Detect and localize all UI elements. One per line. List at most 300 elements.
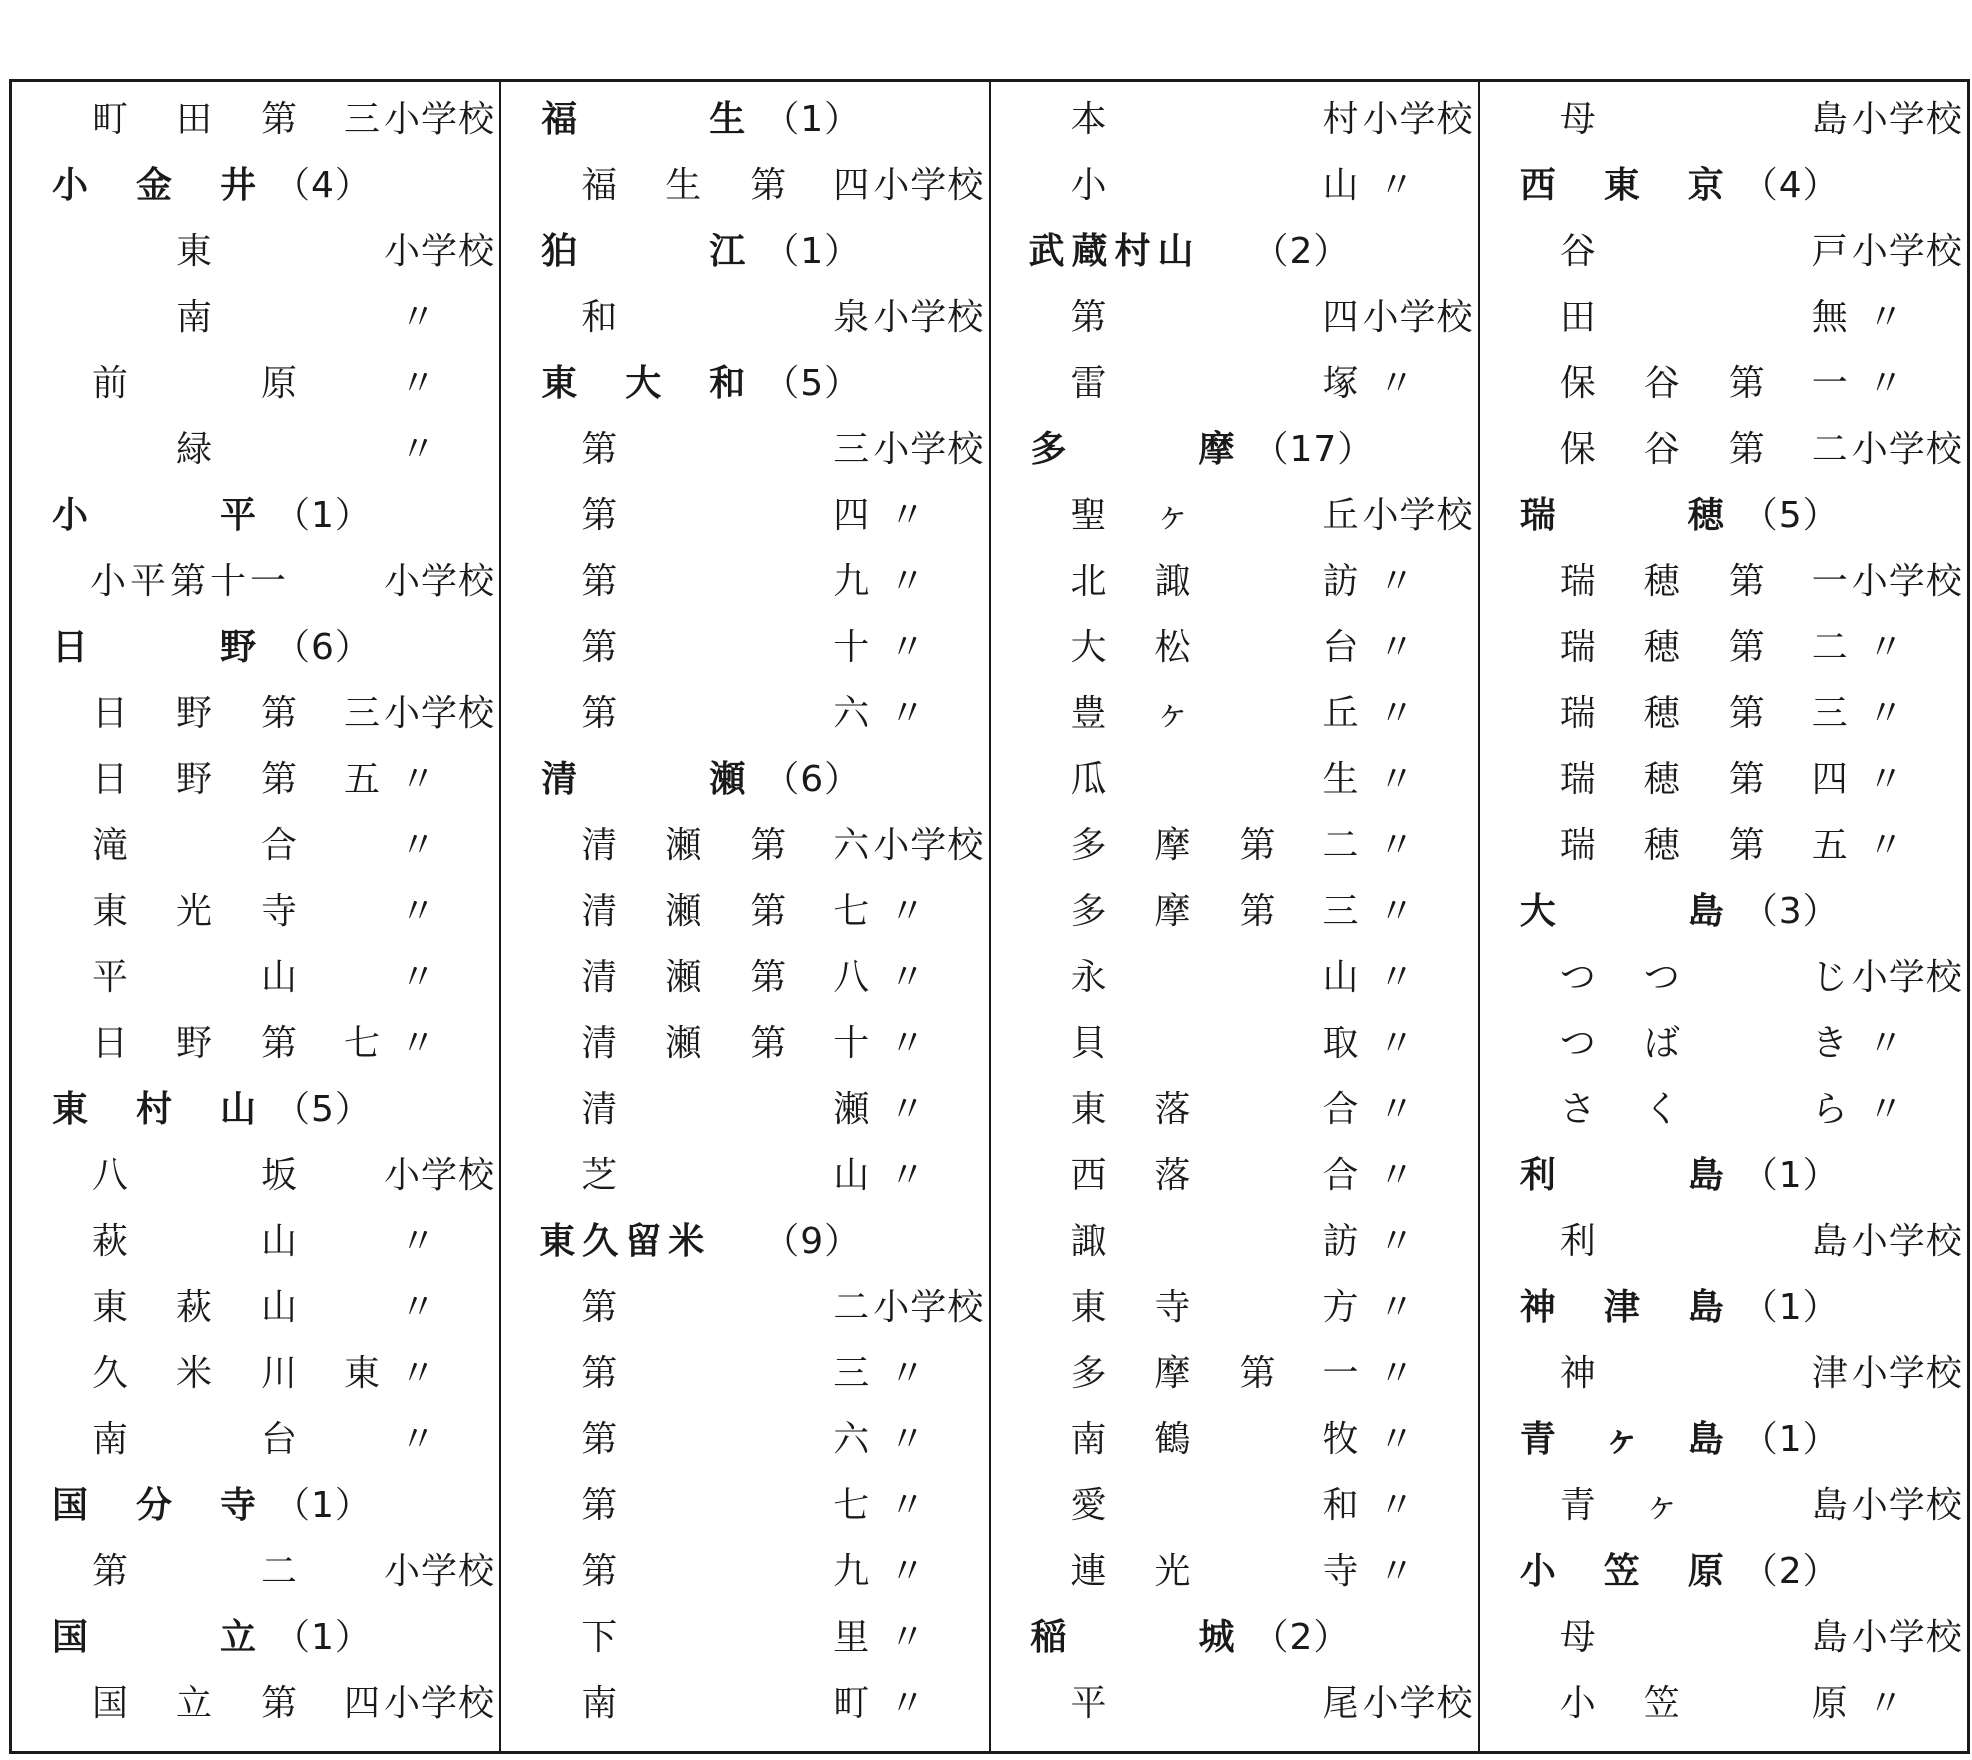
school-entry: [1480, 285, 1967, 351]
school-name-char: 瓜: [1070, 759, 1107, 800]
school-name-char: 十: [833, 627, 870, 668]
district-name-char: 分: [135, 1485, 172, 1526]
school-name-char: 第: [1728, 693, 1765, 734]
district-heading: [501, 87, 988, 153]
school-name-char: 二: [260, 1551, 297, 1592]
school-name-char: 山: [833, 1155, 870, 1196]
school-entry: [12, 747, 499, 813]
school-entry: [991, 1077, 1478, 1143]
school-name-char: 立: [175, 1683, 212, 1724]
district-name-char: 神: [1519, 1287, 1556, 1328]
district-name: 東久留米: [539, 1221, 712, 1262]
school-entry: [501, 1539, 988, 1605]
district-name-char: 小: [51, 165, 88, 206]
school-name-char: 清: [581, 1023, 618, 1064]
school-name-char: 利: [1559, 1221, 1596, 1262]
ditto-mark: 〃: [889, 1551, 927, 1592]
district-name-char: 笠: [1603, 1551, 1640, 1592]
school-name-char: 田: [175, 99, 212, 140]
school-entry: [12, 945, 499, 1011]
school-count: （1）: [274, 1617, 372, 1658]
district-heading: [1480, 483, 1967, 549]
school-count: （1）: [1741, 1155, 1840, 1196]
school-name-char: 母: [1559, 99, 1596, 140]
school-name-char: 寺: [1322, 1551, 1359, 1592]
school-entry: [1480, 945, 1967, 1011]
school-name-char: 寺: [1154, 1287, 1191, 1328]
school-name-char: 笠: [1643, 1683, 1680, 1724]
school-name-char: 合: [260, 825, 297, 866]
ditto-mark: 〃: [400, 1419, 438, 1460]
school-name-char: 第: [581, 627, 618, 668]
school-name-char: 北: [1070, 561, 1107, 602]
school-name-char: 福: [581, 165, 618, 206]
school-count: （6）: [274, 627, 372, 668]
school-entry: [12, 1209, 499, 1275]
column-3: [991, 82, 1480, 1751]
district-name-char: 東: [1603, 165, 1640, 206]
school-name-char: く: [1643, 1089, 1680, 1130]
ditto-mark: 〃: [400, 363, 438, 404]
school-name-char: 第: [1728, 363, 1765, 404]
ditto-mark: 〃: [1378, 1485, 1416, 1526]
school-name-char: 西: [1070, 1155, 1107, 1196]
school-name-char: 瀬: [665, 891, 702, 932]
school-entry: [12, 1341, 499, 1407]
school-name-char: 前: [91, 363, 128, 404]
ditto-mark: 〃: [1378, 1287, 1416, 1328]
district-name-char: 青: [1519, 1419, 1556, 1460]
ditto-mark: 〃: [889, 1353, 927, 1394]
school-entry: [12, 417, 499, 483]
school-name-char: 山: [1322, 957, 1359, 998]
school-name-char: 第: [1239, 891, 1276, 932]
school-name-char: 摩: [1154, 1353, 1191, 1394]
school-name-char: 台: [1322, 627, 1359, 668]
ditto-mark: 〃: [400, 1287, 438, 1328]
school-name-char: じ: [1811, 957, 1848, 998]
school-count: （3）: [1741, 891, 1840, 932]
school-name-char: 三: [343, 693, 380, 734]
school-name-char: 谷: [1643, 363, 1680, 404]
ditto-mark: 〃: [1867, 1023, 1905, 1064]
school-suffix: 小学校: [384, 231, 496, 272]
school-count: （2）: [1252, 231, 1351, 272]
school-name-char: 第: [260, 759, 297, 800]
school-name-char: 丘: [1322, 495, 1359, 536]
school-entry: [991, 549, 1478, 615]
school-name-char: 五: [1811, 825, 1848, 866]
school-name-char: 野: [175, 1023, 212, 1064]
school-name-char: 二: [1811, 627, 1848, 668]
ditto-mark: 〃: [400, 759, 438, 800]
school-name-char: 穂: [1643, 693, 1680, 734]
school-entry: [12, 681, 499, 747]
school-entry: [501, 1473, 988, 1539]
district-name-char: 島: [1687, 1419, 1724, 1460]
district-name-char: 穂: [1687, 495, 1724, 536]
district-name-char: 利: [1519, 1155, 1556, 1196]
district-name-char: 小: [51, 495, 88, 536]
school-entry: [1480, 1341, 1967, 1407]
district-name-char: 城: [1198, 1617, 1235, 1658]
district-name-char: 東: [541, 363, 578, 404]
school-entry: [12, 1143, 499, 1209]
school-entry: [12, 1011, 499, 1077]
school-name-char: 島: [1811, 1221, 1848, 1262]
school-name-char: 平: [1070, 1683, 1107, 1724]
school-name-char: 和: [1322, 1485, 1359, 1526]
school-entry: [991, 1341, 1478, 1407]
school-entry: [991, 1671, 1478, 1737]
school-name-char: 本: [1070, 99, 1107, 140]
school-name-char: 村: [1322, 99, 1359, 140]
school-name-char: 瑞: [1559, 627, 1596, 668]
school-name-char: 聖: [1070, 495, 1107, 536]
school-suffix: 小学校: [384, 99, 496, 140]
school-entry: [501, 549, 988, 615]
district-name-char: 清: [541, 759, 578, 800]
school-name-char: 第: [1070, 297, 1107, 338]
school-name-char: 瑞: [1559, 759, 1596, 800]
ditto-mark: 〃: [889, 627, 927, 668]
district-name-char: 野: [219, 627, 256, 668]
school-name-char: 第: [581, 1419, 618, 1460]
school-name-char: 穂: [1643, 561, 1680, 602]
school-name-char: 豊: [1070, 693, 1107, 734]
ditto-mark: 〃: [1867, 1089, 1905, 1130]
ditto-mark: 〃: [1378, 957, 1416, 998]
school-count: （5）: [1741, 495, 1840, 536]
school-name-char: 訪: [1322, 561, 1359, 602]
school-entry: [12, 285, 499, 351]
ditto-mark: 〃: [889, 1683, 927, 1724]
school-entry: [501, 1077, 988, 1143]
district-name-char: 福: [541, 99, 578, 140]
school-name-char: 緑: [175, 429, 212, 470]
district-name-char: 国: [51, 1617, 88, 1658]
school-name-char: 九: [833, 561, 870, 602]
school-entry: [1480, 1209, 1967, 1275]
school-name-char: 三: [1811, 693, 1848, 734]
school-name-char: 穂: [1643, 759, 1680, 800]
school-name-char: 野: [175, 693, 212, 734]
district-heading: [12, 1473, 499, 1539]
school-entry: [501, 1605, 988, 1671]
school-name-char: 第: [581, 495, 618, 536]
school-suffix: 小学校: [384, 1551, 496, 1592]
school-name-char: 生: [665, 165, 702, 206]
school-suffix: 小学校: [384, 693, 496, 734]
district-heading: [12, 153, 499, 219]
school-entry: [12, 879, 499, 945]
district-heading: [12, 1077, 499, 1143]
school-name-char: 諏: [1154, 561, 1191, 602]
school-name-char: 七: [833, 1485, 870, 1526]
school-name-char: 日: [91, 1023, 128, 1064]
school-entry: [991, 681, 1478, 747]
district-name-char: 平: [219, 495, 256, 536]
school-name-char: 萩: [175, 1287, 212, 1328]
school-entry: [991, 153, 1478, 219]
ditto-mark: 〃: [1378, 693, 1416, 734]
ditto-mark: 〃: [889, 1155, 927, 1196]
school-name-char: つ: [1559, 1023, 1596, 1064]
ditto-mark: 〃: [1378, 363, 1416, 404]
ditto-mark: 〃: [1378, 759, 1416, 800]
school-name-char: 瑞: [1559, 693, 1596, 734]
district-name-char: 摩: [1198, 429, 1235, 470]
school-name-char: 南: [581, 1683, 618, 1724]
school-name-char: 方: [1322, 1287, 1359, 1328]
ditto-mark: 〃: [889, 561, 927, 602]
district-heading: [1480, 153, 1967, 219]
district-heading: [501, 747, 988, 813]
school-name-char: 第: [750, 957, 787, 998]
school-count: （1）: [763, 99, 862, 140]
school-count: （9）: [763, 1221, 862, 1262]
school-name-char: 二: [1322, 825, 1359, 866]
ditto-mark: 〃: [1867, 297, 1905, 338]
district-name-char: 金: [135, 165, 172, 206]
school-name-char: 尾: [1322, 1683, 1359, 1724]
school-name-char: 雷: [1070, 363, 1107, 404]
school-name-char: 第: [1728, 561, 1765, 602]
school-suffix: 小学校: [873, 297, 985, 338]
school-name-char: 瑞: [1559, 825, 1596, 866]
school-name-char: 丘: [1322, 693, 1359, 734]
school-name-char: 第: [581, 1287, 618, 1328]
school-name-char: 多: [1070, 825, 1107, 866]
ditto-mark: 〃: [1378, 1155, 1416, 1196]
school-name-char: 芝: [581, 1155, 618, 1196]
district-heading: [501, 219, 988, 285]
school-name-char: 第: [750, 1023, 787, 1064]
school-name-char: 原: [1811, 1683, 1848, 1724]
school-name-char: 南: [91, 1419, 128, 1460]
district-heading: [991, 1605, 1478, 1671]
school-name-char: 三: [343, 99, 380, 140]
school-suffix: 小学校: [1851, 957, 1963, 998]
district-heading: [991, 417, 1478, 483]
school-name-char: 六: [833, 1419, 870, 1460]
district-heading: [1480, 1275, 1967, 1341]
district-heading: [12, 615, 499, 681]
school-count: （2）: [1252, 1617, 1351, 1658]
school-name-char: 米: [175, 1353, 212, 1394]
district-name-char: 生: [709, 99, 746, 140]
ditto-mark: 〃: [889, 1617, 927, 1658]
school-suffix: 小学校: [1851, 1485, 1963, 1526]
school-entry: [991, 1473, 1478, 1539]
ditto-mark: 〃: [400, 1221, 438, 1262]
school-name-char: 野: [175, 759, 212, 800]
school-name-char: 町: [833, 1683, 870, 1724]
school-count: （17）: [1252, 429, 1375, 470]
school-name-char: 瑞: [1559, 561, 1596, 602]
school-name-char: 島: [1811, 1617, 1848, 1658]
school-name-char: 光: [1154, 1551, 1191, 1592]
school-name-char: 島: [1811, 99, 1848, 140]
district-name-char: 国: [51, 1485, 88, 1526]
school-entry: [1480, 681, 1967, 747]
school-count: （4）: [1741, 165, 1840, 206]
school-entry: [991, 1011, 1478, 1077]
school-name-char: 青: [1559, 1485, 1596, 1526]
school-name-char: き: [1811, 1023, 1848, 1064]
school-name-char: 光: [175, 891, 212, 932]
school-name-char: 四: [833, 495, 870, 536]
school-entry: [1480, 417, 1967, 483]
ditto-mark: 〃: [1378, 561, 1416, 602]
district-name-char: 小: [1519, 1551, 1556, 1592]
school-entry: [501, 483, 988, 549]
school-name-char: 谷: [1559, 231, 1596, 272]
school-name-char: ば: [1643, 1023, 1680, 1064]
school-name-char: 山: [260, 957, 297, 998]
school-entry: [1480, 1473, 1967, 1539]
school-name-char: 鶴: [1154, 1419, 1191, 1460]
school-name-char: 二: [1811, 429, 1848, 470]
school-name-char: 四: [833, 165, 870, 206]
school-name-char: 第: [1239, 825, 1276, 866]
school-name-char: 穂: [1643, 825, 1680, 866]
school-name-char: 第: [1239, 1353, 1276, 1394]
school-name-char: 島: [1811, 1485, 1848, 1526]
school-suffix: 小学校: [873, 1287, 985, 1328]
school-suffix: 小学校: [384, 1683, 496, 1724]
district-name-char: 瑞: [1519, 495, 1556, 536]
school-name-char: 久: [91, 1353, 128, 1394]
school-name-char: 萩: [91, 1221, 128, 1262]
ditto-mark: 〃: [889, 693, 927, 734]
school-entry: [991, 945, 1478, 1011]
school-name-char: 二: [833, 1287, 870, 1328]
school-name-char: 戸: [1811, 231, 1848, 272]
school-name-char: 第: [750, 825, 787, 866]
ditto-mark: 〃: [1378, 825, 1416, 866]
school-entry: [1480, 549, 1967, 615]
school-name-char: ヶ: [1154, 693, 1191, 734]
district-heading: [12, 483, 499, 549]
school-name-char: 清: [581, 825, 618, 866]
school-entry: [12, 219, 499, 285]
school-name-char: 第: [1728, 825, 1765, 866]
school-count: （2）: [1741, 1551, 1840, 1592]
school-count: （6）: [763, 759, 862, 800]
school-name-char: 貝: [1070, 1023, 1107, 1064]
school-name-char: 日: [91, 693, 128, 734]
school-name-char: 第: [260, 99, 297, 140]
school-entry: [501, 285, 988, 351]
district-name-char: 京: [1687, 165, 1724, 206]
ditto-mark: 〃: [1867, 825, 1905, 866]
school-name-char: 一: [1811, 363, 1848, 404]
school-name-char: 訪: [1322, 1221, 1359, 1262]
district-name-char: 日: [51, 627, 88, 668]
school-name-char: 東: [1070, 1089, 1107, 1130]
school-count: （1）: [274, 1485, 372, 1526]
school-entry: [991, 483, 1478, 549]
school-suffix: 小学校: [873, 825, 985, 866]
district-name-char: 島: [1687, 1287, 1724, 1328]
district-heading: [501, 351, 988, 417]
column-4: [1480, 82, 1967, 1751]
school-name-char: 谷: [1643, 429, 1680, 470]
school-suffix: 小学校: [873, 429, 985, 470]
school-entry: [1480, 1011, 1967, 1077]
district-name-char: 瀬: [709, 759, 746, 800]
school-name-char: 清: [581, 957, 618, 998]
ditto-mark: 〃: [1378, 627, 1416, 668]
ditto-mark: 〃: [1867, 363, 1905, 404]
school-entry: [991, 879, 1478, 945]
school-name-char: 三: [833, 429, 870, 470]
school-name-char: 摩: [1154, 825, 1191, 866]
district-name-char: 西: [1519, 165, 1556, 206]
district-name-char: 井: [219, 165, 256, 206]
ditto-mark: 〃: [1867, 1683, 1905, 1724]
school-name-char: 台: [260, 1419, 297, 1460]
district-name-char: 和: [709, 363, 746, 404]
school-name-char: 滝: [91, 825, 128, 866]
school-name-char: 多: [1070, 891, 1107, 932]
school-name-char: ヶ: [1154, 495, 1191, 536]
district-name-char: 島: [1687, 891, 1724, 932]
school-name-char: 下: [581, 1617, 618, 1658]
school-name-char: 第: [581, 1485, 618, 1526]
district-name-char: ヶ: [1603, 1419, 1640, 1460]
school-entry: [12, 549, 499, 615]
ditto-mark: 〃: [1867, 627, 1905, 668]
ditto-mark: 〃: [889, 1419, 927, 1460]
school-suffix: 小学校: [1851, 1617, 1963, 1658]
school-name-char: 小: [1559, 1683, 1596, 1724]
school-entry: [1480, 615, 1967, 681]
school-name-char: 三: [833, 1353, 870, 1394]
school-count: （5）: [763, 363, 862, 404]
school-name-char: つ: [1559, 957, 1596, 998]
school-entry: [12, 1407, 499, 1473]
ditto-mark: 〃: [889, 1089, 927, 1130]
school-entry: [12, 1539, 499, 1605]
school-entry: [991, 1407, 1478, 1473]
ditto-mark: 〃: [1378, 1419, 1416, 1460]
school-name-char: 八: [833, 957, 870, 998]
district-name-char: 島: [1687, 1155, 1724, 1196]
school-entry: [1480, 747, 1967, 813]
school-entry: [501, 1011, 988, 1077]
school-name-char: 六: [833, 693, 870, 734]
school-name-char: 一: [1322, 1353, 1359, 1394]
district-name-char: 寺: [219, 1485, 256, 1526]
school-name-char: 合: [1322, 1155, 1359, 1196]
ditto-mark: 〃: [889, 495, 927, 536]
school-name-char: 牧: [1322, 1419, 1359, 1460]
school-name-char: 和: [581, 297, 618, 338]
school-name-char: 合: [1322, 1089, 1359, 1130]
school-name-char: 第: [581, 1353, 618, 1394]
school-entry: [991, 1275, 1478, 1341]
district-name-char: 立: [219, 1617, 256, 1658]
school-entry: [991, 1209, 1478, 1275]
school-name-char: 七: [833, 891, 870, 932]
school-count: （1）: [1741, 1419, 1840, 1460]
school-name-char: 寺: [260, 891, 297, 932]
school-name-char: 第: [581, 1551, 618, 1592]
school-suffix: 小学校: [384, 561, 496, 602]
district-heading: [501, 1209, 988, 1275]
